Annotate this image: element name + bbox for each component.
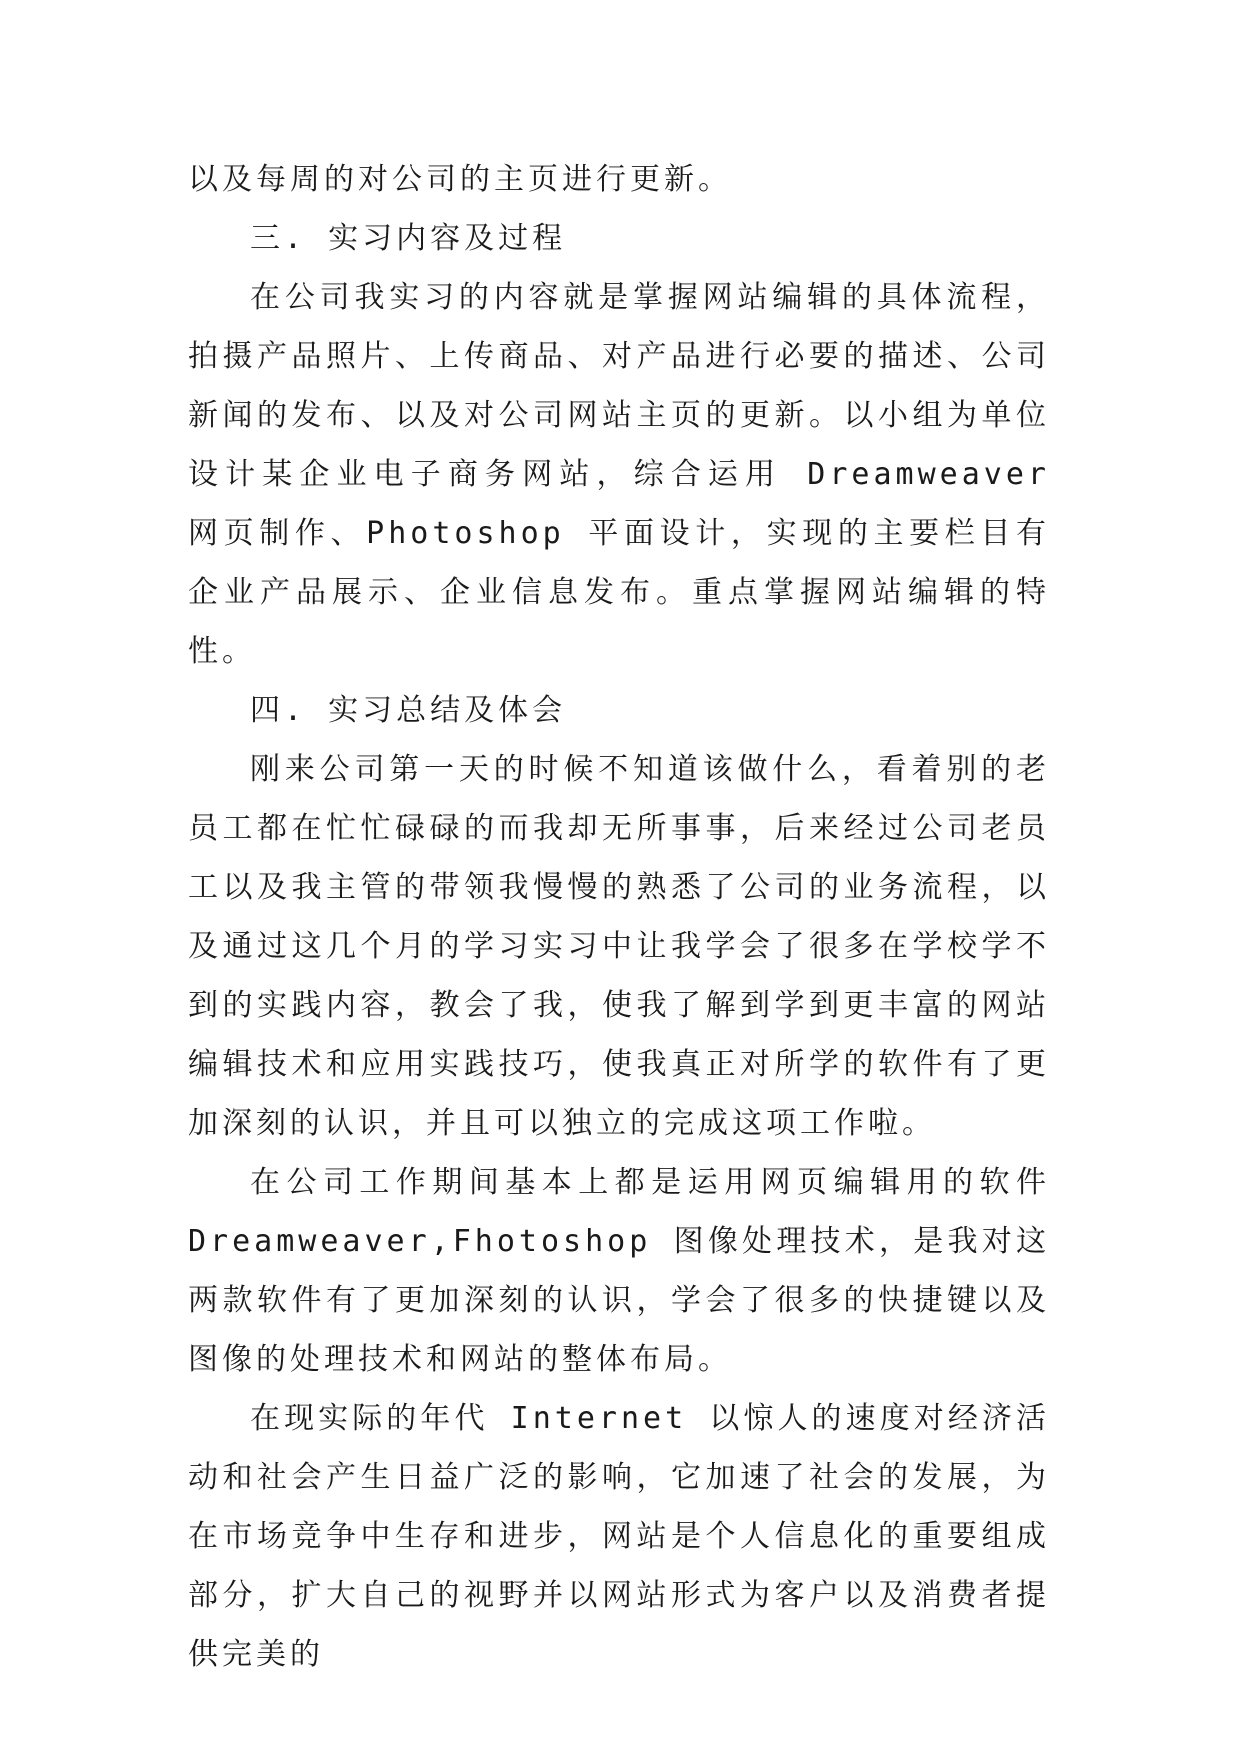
continuation-paragraph: 以及每周的对公司的主页进行更新。 (188, 162, 732, 197)
document-page (188, 150, 1050, 1684)
section-4-paragraph-2: 在公司工作期间基本上都是运用网页编辑用的软件 Dreamweaver,Fhotoshop 图像处理技术，是我对这两款软件有了更加深刻的认识，学会了很多的快捷键以及图像的处理技术和网站的整体布局。 (188, 1165, 1050, 1377)
section-4-paragraph-3: 在现实际的年代 Internet 以惊人的速度对经济活动和社会产生日益广泛的影响，它加速了社会的发展，为在市场竞争中生存和进步，网站是个人信息化的重要组成部分，扩大自己的视野并以网站形式为客户以及消费者提供完美的 (188, 1401, 1050, 1672)
section-3-paragraph: 在公司我实习的内容就是掌握网站编辑的具体流程，拍摄产品照片、上传商品、对产品进行必要的描述、公司新闻的发布、以及对公司网站主页的更新。以小组为单位设计某企业电子商务网站，综合运用 Dreamweaver 网页制作、Photoshop 平面设计，实现的主要栏目有企业产品展示、企业信息发布。重点掌握网站编辑的特性。 (188, 280, 1050, 669)
section-heading-3: 三. 实习内容及过程 (250, 221, 567, 256)
section-heading-4: 四. 实习总结及体会 (250, 693, 567, 728)
section-4-paragraph-1: 刚来公司第一天的时候不知道该做什么，看着别的老员工都在忙忙碌碌的而我却无所事事，后来经过公司老员工以及我主管的带领我慢慢的熟悉了公司的业务流程，以及通过这几个月的学习实习中让我学会了很多在学校学不到的实践内容，教会了我，使我了解到学到更丰富的网站编辑技术和应用实践技巧，使我真正对所学的软件有了更加深刻的认识，并且可以独立的完成这项工作啦。 (188, 752, 1050, 1141)
